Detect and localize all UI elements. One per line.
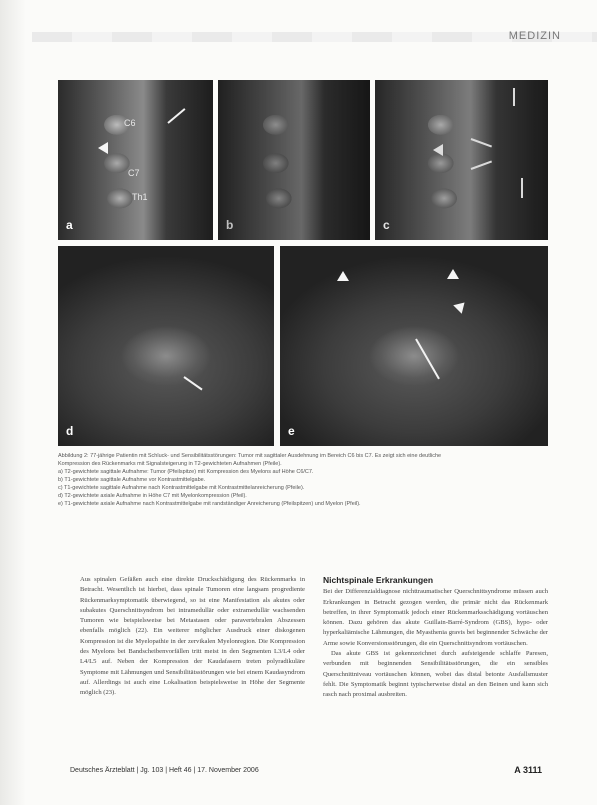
caption-line: c) T1-gewichtete sagittale Aufnahme nach Kontrastmittelgabe mit Kontrastmittelanreicherung (Pfeile).: [58, 485, 305, 491]
arrowhead-marker: [98, 142, 108, 154]
arrowhead-marker: [447, 269, 459, 279]
arrow-marker: [471, 138, 492, 147]
panel-label: a: [66, 218, 73, 232]
arrowhead-marker: [453, 298, 469, 314]
figure-panel-b: [218, 80, 370, 240]
figure-panel-c: [375, 80, 548, 240]
page-edge-shadow: [0, 0, 26, 805]
arrow-marker: [521, 178, 523, 198]
body-paragraph: Aus spinalen Gefäßen auch eine direkte Druckschädigung des Rückenmarks in Betracht. Wesentlich ist hierbei, dass spinale Tumoren eine langsam progrediente Rückenmarksymptomatik überwiegend, so ist eine Manifestation als akutes oder subakutes Querschnittsyndrom bei intramedullär oder extramedullär wachsenden Tumoren wie beispielsweise bei Metastasen oder paravertebralen Abszessen ebenfalls möglich (22). Ein weiterer möglicher Ausdruck einer diskogenen Kompression ist die Myelopathie in der zervikalen Myelonregion. Die Kompression des Myelons bei Bandscheibenvorfällen tritt meist in den Segmenten L3/L4 oder L4/L5 auf. Neben der Kompression der Kaudafasern treten polyradikuläre Symptome mit Lähmungen und Sensibilitätsstörungen wie bei einem Kaudasyndrom auf. Allerdings ist auch eine Lokalisation beispielsweise in Höhe der Segmente möglich (23).: [80, 576, 305, 697]
body-paragraph: Das akute GBS ist gekennzeichnet durch aufsteigende schlaffe Paresen, verbunden mit beginnenden Sensibilitätsstörungen, die ein sensibles Querschnittniveau vortäuschen können, wobei das distal betonte Ausfallsmuster fehlt. Die Symptomatik beginnt typischerweise distal an den Beinen und kann sich rasch nach proximal ausbreiten.: [323, 650, 548, 699]
caption-line: a) T2-gewichtete sagittale Aufnahme: Tumor (Pfeilspitze) mit Kompression des Myelons auf Höhe C6/C7.: [58, 469, 314, 475]
body-column-left: [80, 575, 305, 699]
panel-label: e: [288, 424, 295, 438]
section-heading: Nichtspinale Erkrankungen: [323, 575, 434, 585]
section-header: MEDIZIN: [508, 30, 561, 42]
arrow-marker: [513, 88, 515, 106]
caption-line: b) T1-gewichtete sagittale Aufnahme vor Kontrastmittelgabe.: [58, 477, 206, 483]
figure-panel-d: [58, 246, 274, 446]
body-paragraph: Bei der Differenzialdiagnose nichttraumatischer Querschnittsyndrome müssen auch Erkrankungen in Betracht gezogen werden, die primär nicht das Rückenmark betreffen, in ihrer Symptomatik jedoch einer Rückenmarksschädigung vortäuschen können. Dazu gehören das akute Guillain-Barré-Syndrom (GBS), hypo- oder hyperkaliämische Lähmungen, die Myasthenia gravis bei beginnender Schwäche der Arme sowie Konversionsstörungen, die ein Querschnittsyndrom vortäuschen.: [323, 588, 548, 647]
arrow-marker: [415, 339, 440, 380]
page-number: A 3111: [514, 765, 542, 775]
figure-caption: [58, 452, 548, 508]
panel-label: b: [226, 218, 234, 232]
vertebra-label: C6: [124, 118, 136, 128]
vertebra-label: Th1: [132, 192, 148, 202]
panel-label: c: [383, 218, 390, 232]
caption-line: e) T1-gewichtete axiale Aufnahme nach Kontrastmittelgabe mit randständiger Anreicherung (Pfeilspitzen) und Myelon (Pfeil).: [58, 501, 361, 507]
arrowhead-marker: [337, 271, 349, 281]
figure-panel-e: [280, 246, 548, 446]
caption-line: Kompression des Rückenmarks mit Signalsteigerung in T2-gewichteten Aufnahmen (Pfeile).: [58, 461, 282, 467]
mri-figure: [58, 80, 548, 450]
caption-line: Abbildung 2: 77-jährige Patientin mit Schluck- und Sensibilitätsstörungen: Tumor mit sagittaler Ausdehnung im Bereich C6 bis C7. Es zeigt sich eine deutliche: [58, 453, 442, 459]
arrowhead-marker: [433, 144, 443, 156]
caption-line: d) T2-gewichtete axiale Aufnahme in Höhe C7 mit Myelonkompression (Pfeil).: [58, 493, 247, 499]
panel-label: d: [66, 424, 74, 438]
arrow-marker: [167, 108, 185, 124]
figure-panel-a: [58, 80, 213, 240]
arrow-marker: [183, 376, 202, 390]
arrow-marker: [471, 161, 492, 170]
body-column-right: [323, 575, 548, 701]
vertebra-label: C7: [128, 168, 140, 178]
journal-footer: Deutsches Ärzteblatt | Jg. 103 | Heft 46 | 17. November 2006: [70, 767, 259, 774]
